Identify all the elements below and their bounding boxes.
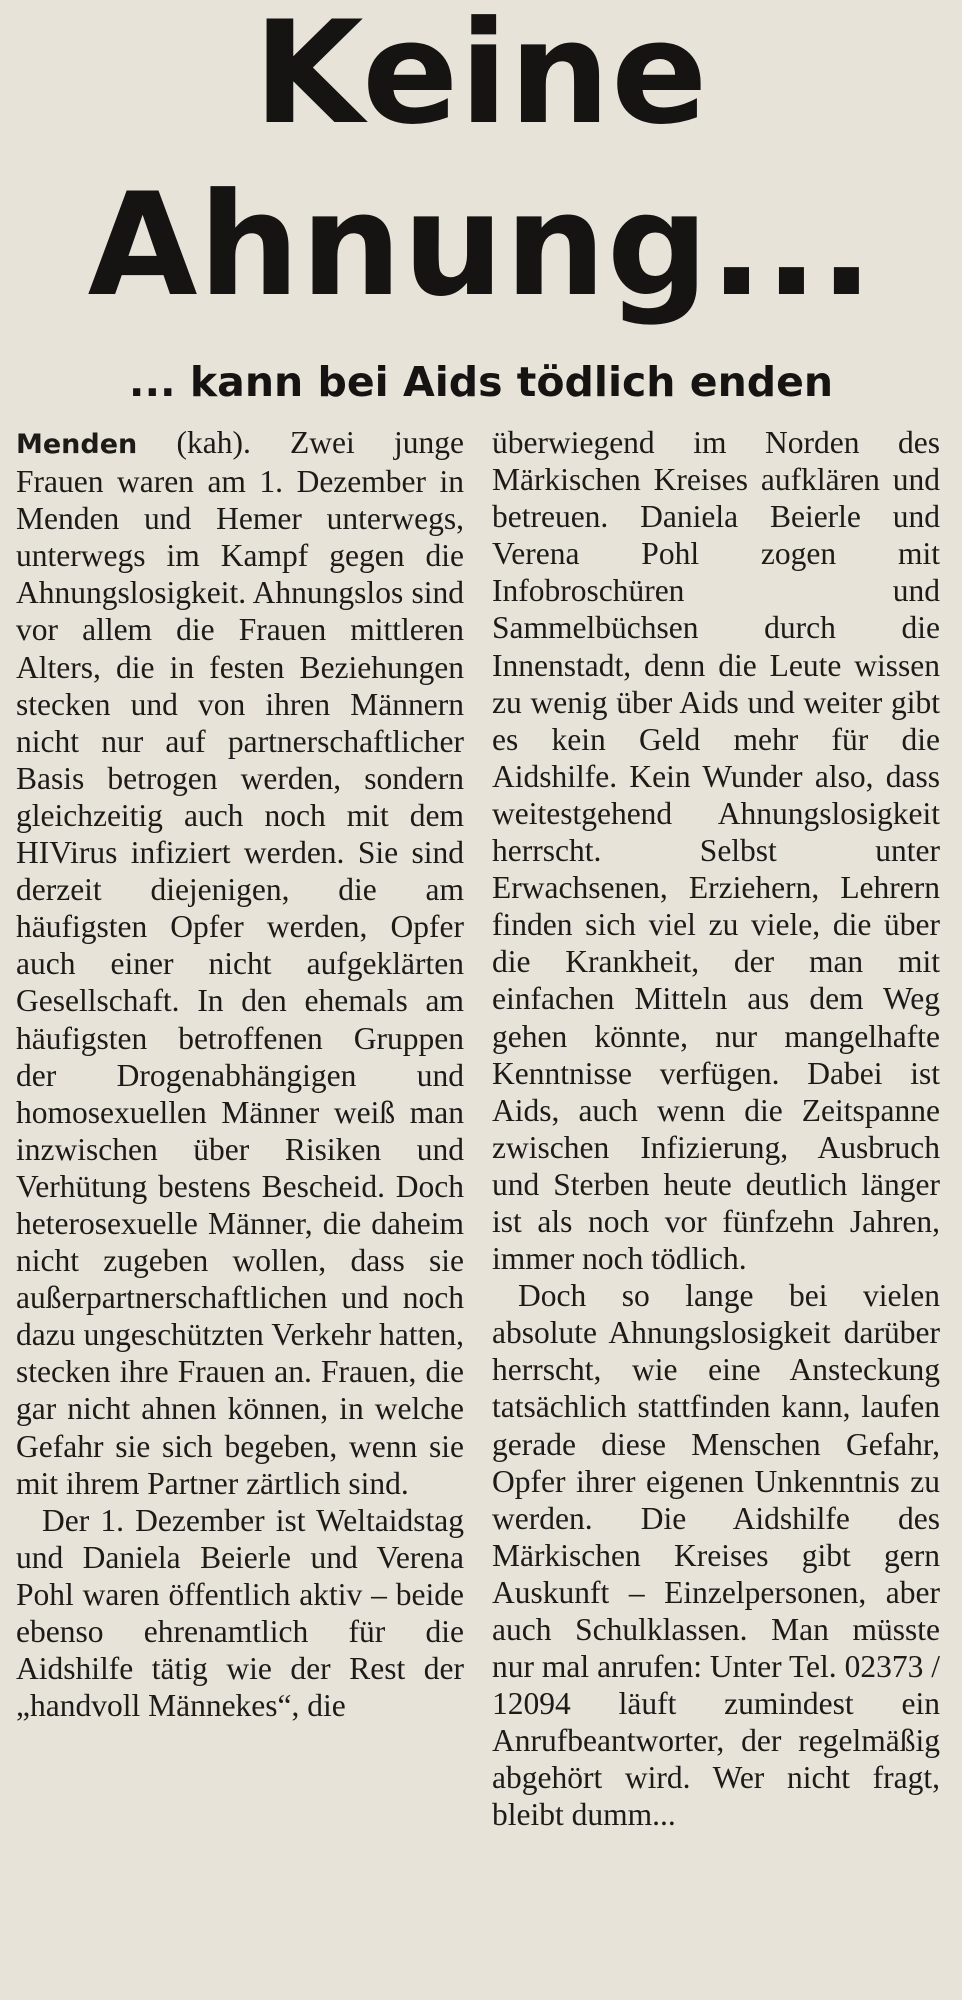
headline-line-1: Keine bbox=[253, 0, 709, 156]
body-paragraph: Doch so lange bei vielen absolute Ahnungslosigkeit darüber herrscht, wie eine Ansteckung tatsächlich stattfinden kann, laufen gerade diese Menschen Gefahr, Opfer ihrer eigenen Unkenntnis zu werden. Die Aidshilfe des Märkischen Kreises gibt gern Auskunft – Einzelpersonen, aber auch Schulklassen. Man müsste nur mal anrufen: Unter Tel. 02373 / 12094 läuft zumindest ein Anrufbeantworter, der regelmäßig abgehört wird. Wer nicht fragt, bleibt dumm... bbox=[492, 1278, 940, 1833]
body-paragraph bbox=[16, 424, 464, 1502]
article-column-right bbox=[492, 424, 940, 1834]
body-paragraph: überwiegend im Norden des Märkischen Kreises aufklären und betreuen. Daniela Beierle und Verena Pohl zogen mit Infobroschüren und Sammelbüchsen durch die Innenstadt, denn die Leute wissen zu wenig über Aids und weiter gibt es kein Geld mehr für die Aidshilfe. Kein Wunder also, dass weitestgehend Ahnungslosigkeit herrscht. Selbst unter Erwachsenen, Erziehern, Lehrern finden sich viel zu viele, die über die Krankheit, der man mit einfachen Mitteln aus dem Weg gehen könnte, nur mangelhafte Kenntnisse verfügen. Dabei ist Aids, auch wenn die Zeitspanne zwischen Infizierung, Ausbruch und Sterben heute deutlich länger ist als noch vor fünfzehn Jahren, immer noch tödlich. bbox=[492, 425, 940, 1277]
dateline: Menden bbox=[16, 429, 138, 460]
body-paragraph: Der 1. Dezember ist Weltaidstag und Daniela Beierle und Verena Pohl waren öffentlich aktiv – beide ebenso ehrenamtlich für die Aidshilfe tätig wie der Rest der „handvoll Männekes“, die bbox=[16, 1502, 464, 1724]
body-text: (kah). Zwei junge Frauen waren am 1. Dezember in Menden und Hemer unterwegs, unterwegs im Kampf gegen die Ahnungslosigkeit. Ahnungslos sind vor allem die Frauen mittleren Alters, die in festen Beziehungen stecken und von ihren Männern nicht nur auf partnerschaftlicher Basis betrogen werden, sondern gleichzeitig auch noch mit dem HIVirus infiziert werden. Sie sind derzeit diejenigen, die am häufigsten Opfer werden, Opfer auch einer nicht aufgeklärten Gesellschaft. In den ehemals am häufigsten betroffenen Gruppen der Drogenabhängigen und homosexuellen Männer weiß man inzwischen über Risiken und Verhütung bestens Bescheid. Doch heterosexuelle Männer, die daheim nicht zugeben wollen, dass sie außerpartnerschaftlichen und noch dazu ungeschützten Verkehr hatten, stecken ihre Frauen an. Frauen, die gar nicht ahnen können, in welche Gefahr sie sich begeben, wenn sie mit ihrem Partner zärtlich sind. bbox=[16, 425, 464, 1501]
subheadline: ... kann bei Aids tödlich enden bbox=[128, 358, 834, 406]
headline-line-2: Ahnung... bbox=[87, 163, 875, 328]
article-column-left bbox=[16, 424, 464, 1724]
